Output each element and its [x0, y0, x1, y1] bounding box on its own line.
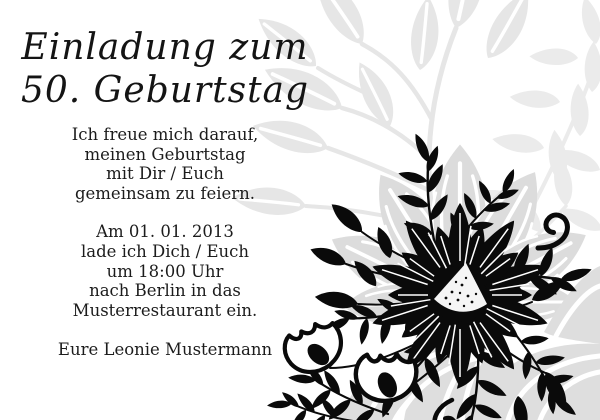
intro-line: mit Dir / Euch	[106, 164, 224, 184]
details-paragraph	[14, 222, 316, 320]
signature: Eure Leonie Mustermann	[57, 340, 273, 360]
heading-line-1: Einladung zum	[21, 27, 309, 68]
intro-line: Ich freue mich darauf,	[71, 125, 259, 144]
details-line-date: Am 01. 01. 2013	[96, 222, 234, 242]
page-title	[14, 26, 316, 112]
details-line: lade ich Dich / Euch	[80, 241, 250, 261]
intro-paragraph	[14, 125, 316, 203]
intro-line: gemeinsam zu feiern.	[74, 183, 256, 203]
heading-line-2: 50. Geburtstag	[20, 70, 310, 111]
intro-line: meinen Geburtstag	[84, 144, 246, 164]
details-line-time: um 18:00 Uhr	[106, 261, 224, 281]
details-line-venue: Musterrestaurant ein.	[72, 300, 258, 320]
invitation-text	[14, 26, 316, 379]
details-line-place: nach Berlin in das	[89, 281, 241, 301]
